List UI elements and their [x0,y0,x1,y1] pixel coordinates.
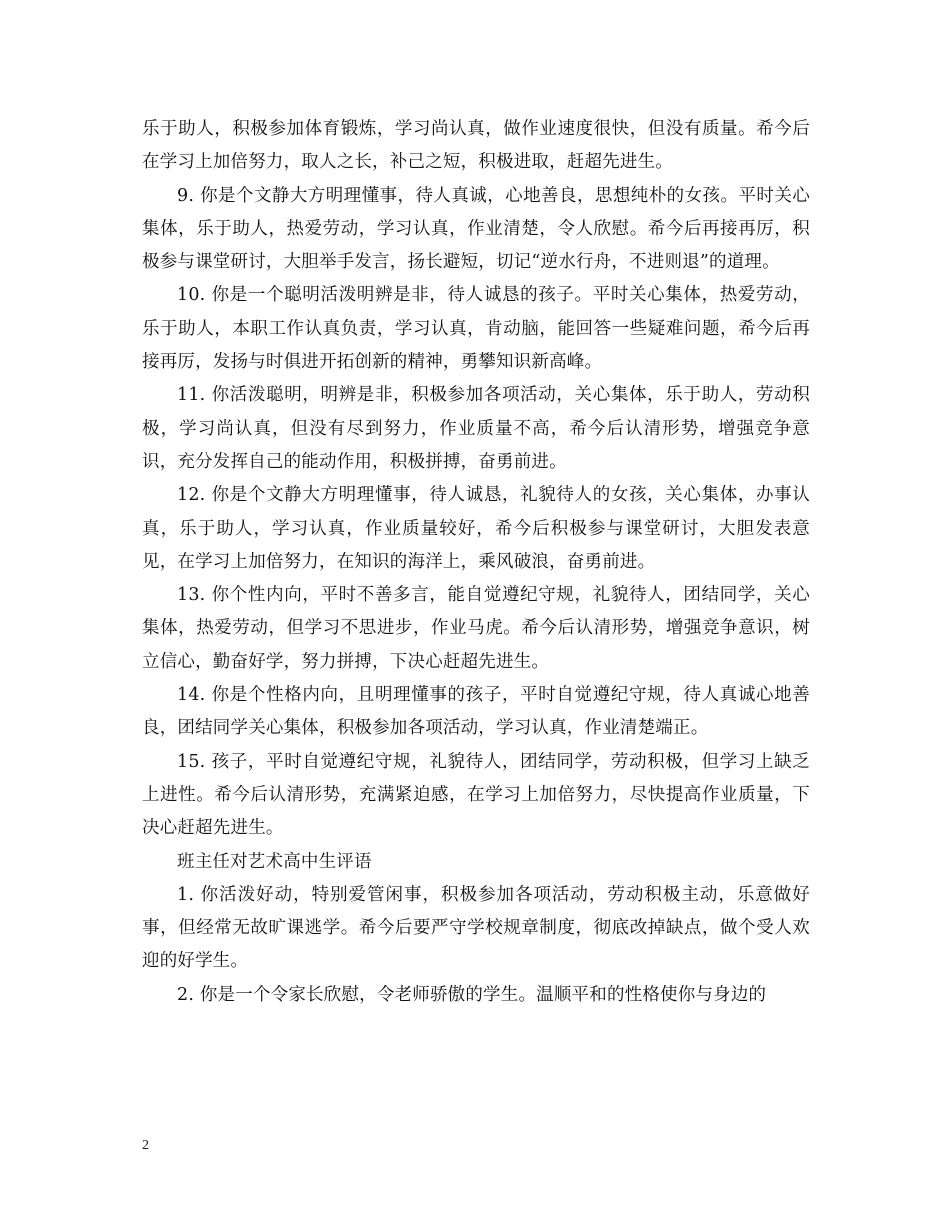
comment-12: 12. 你是个文静大方明理懂事，待人诚恳，礼貌待人的女孩，关心集体，办事认真，乐于助人，学习认真，作业质量较好，希今后积极参与课堂研讨，大胆发表意见，在学习上加倍努力，在知识的海洋上，乘风破浪，奋勇前进。 [142,485,810,572]
page-number: 2 [142,1138,149,1153]
comment-15: 15. 孩子，平时自觉遵纪守规，礼貌待人，团结同学，劳动积极，但学习上缺乏上进性。希今后认清形势，充满紧迫感，在学习上加倍努力，尽快提高作业质量，下决心赶超先进生。 [142,751,810,839]
comment-14: 14. 你是个性格内向，且明理懂事的孩子，平时自觉遵纪守规，待人真诚心地善良，团结同学关心集体，积极参加各项活动，学习认真，作业清楚端正。 [142,685,810,739]
art-comment-1: 1. 你活泼好动，特别爱管闲事，积极参加各项活动，劳动积极主动，乐意做好事，但经常无故旷课逃学。希今后要严守学校规章制度，彻底改掉缺点，做个受人欢迎的好学生。 [142,884,810,972]
document-body [142,113,810,1012]
comment-11: 11. 你活泼聪明，明辨是非，积极参加各项活动，关心集体，乐于助人，劳动积极，学习尚认真，但没有尽到努力，作业质量不高，希今后认清形势，增强竞争意识，充分发挥自己的能动作用，积极拼搏，奋勇前进。 [142,385,810,472]
section-heading: 班主任对艺术高中生评语 [177,851,372,872]
paragraph-continuation: 乐于助人，积极参加体育锻炼，学习尚认真，做作业速度很快，但没有质量。希今后在学习上加倍努力，取人之长，补己之短，积极进取，赶超先进生。 [142,119,810,173]
art-comment-2: 2. 你是一个令家长欣慰，令老师骄傲的学生。温顺平和的性格使你与身边的 [177,984,767,1005]
comment-10: 10. 你是一个聪明活泼明辨是非，待人诚恳的孩子。平时关心集体，热爱劳动，乐于助人，本职工作认真负责，学习认真，肯动脑，能回答一些疑难问题，希今后再接再厉，发扬与时俱进开拓创新的精神，勇攀知识新高峰。 [142,285,810,373]
comment-9: 9. 你是个文静大方明理懂事，待人真诚，心地善良，思想纯朴的女孩。平时关心集体，乐于助人，热爱劳动，学习认真，作业清楚，令人欣慰。希今后再接再厉，积极参与课堂研讨，大胆举手发言，扬长避短，切记“逆水行舟，不进则退”的道理。 [142,185,810,273]
comment-13: 13. 你个性内向，平时不善多言，能自觉遵纪守规，礼貌待人，团结同学，关心集体，热爱劳动，但学习不思进步，作业马虎。希今后认清形势，增强竞争意识，树立信心，勤奋好学，努力拼搏，下决心赶超先进生。 [142,585,810,672]
